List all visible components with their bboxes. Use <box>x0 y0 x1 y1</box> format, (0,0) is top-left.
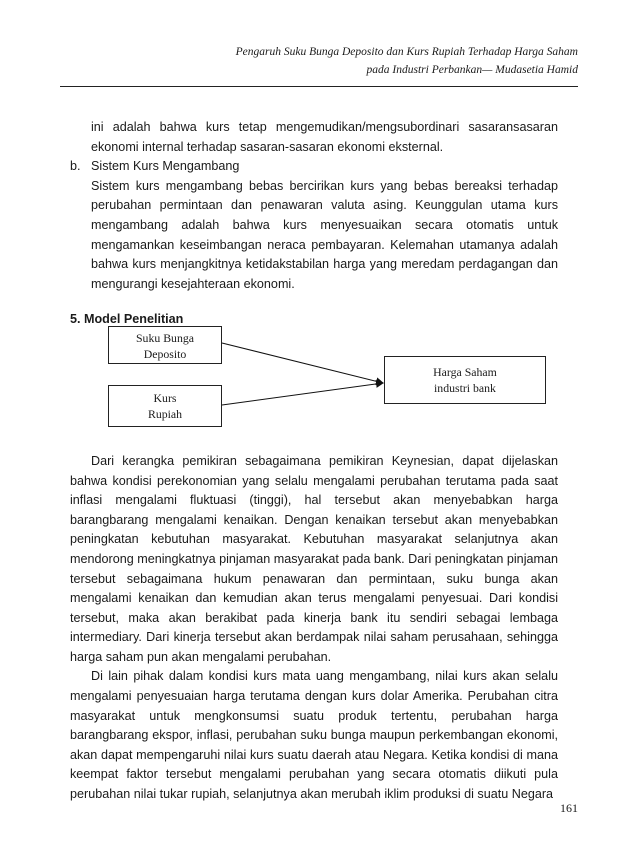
box-kurs-line2: Rupiah <box>147 406 183 421</box>
header-line-1: Pengaruh Suku Bunga Deposito dan Kurs Rupiah Terhadap Harga Saham <box>235 46 578 58</box>
list-item-b-text: Sistem kurs mengambang bebas bercirikan kurs yang bebas bereaksi terhadap perubahan permintaan dan penawaran valuta asing. Keunggulan utama kurs mengambang adalah bahwa kurs menyesuaikan secara otomatis untuk mengamankan keseimbangan neraca pembayaran. Kelemahan utamanya adalah bahwa kurs menjangkitnya ketidakstabilan harga yang meredam perdagangan dan mengurangi kesejahteraan ekonomi. <box>91 178 558 291</box>
box-suku-bunga-deposito <box>108 326 222 364</box>
page-number: 161 <box>560 801 578 815</box>
box-kurs-rupiah <box>108 385 222 427</box>
arrow-suku-bunga <box>222 343 383 383</box>
list-item-b-label: b. <box>70 159 81 174</box>
box-harga-saham-line1: Harga Saham <box>433 364 497 379</box>
box-suku-bunga-line1: Suku Bunga <box>135 330 194 345</box>
section-heading: 5. Model Penelitian <box>70 312 184 327</box>
page-body <box>70 118 558 805</box>
research-model-diagram <box>70 332 558 448</box>
header-rule <box>60 86 578 87</box>
running-header <box>98 43 578 79</box>
arrow-kurs <box>222 383 383 405</box>
intro-continuation: ini adalah bahwa kurs tetap mengemudikan/mengsubordinari sasaransasaran ekonomi internal terhadap sasaran-sasaran ekonomi eksternal. <box>91 120 558 154</box>
box-suku-bunga-line2: Deposito <box>143 346 187 361</box>
box-kurs-line1: Kurs <box>153 390 177 405</box>
paragraph-2: Di lain pihak dalam kondisi kurs mata uang mengambang, nilai kurs akan selalu mengalami penyesuaian harga terutama dengan kurs dolar Amerika. Perubahan citra masyarakat untuk mengkonsumsi suatu produk tertentu, perubahan harga barangbarang ekspor, inflasi, perubahan suku bunga maupun perkembangan ekonomi, akan dapat mempengaruhi nilai kurs suatu daerah atau Negara. Ketika kondisi di mana keempat faktor tersebut mengalami perubahan yang secara otomatis diikuti pula perubahan nilai tukar rupiah, selanjutnya akan merubah iklim produksi di suatu Negara <box>70 669 558 802</box>
box-harga-saham <box>384 356 546 404</box>
list-item-b-title: Sistem Kurs Mengambang <box>91 159 240 174</box>
paragraph-1: Dari kerangka pemikiran sebagaimana pemikiran Keynesian, dapat dijelaskan bahwa kondisi perekonomian yang selalu mengalami perubahan terutama pada saat inflasi mengalami fluktuasi (tinggi), hal tersebut akan menyebabkan harga barangbarang mengalami kenaikan. Dengan kenaikan tersebut akan menyebabkan peningkatan kebutuhan masyarakat. Kebutuhan masyarakat selanjutnya akan mendorong meningkatnya pinjaman masyarakat pada bank. Dari peningkatan pinjaman tersebut sebagaimana hukum penawaran dan permintaan, suku bunga akan mengalami kenaikan dan kemudian akan terus mengalami penyesuai. Dari kondisi tersebut, maka akan berakibat pada kinerja bank itu sendiri sebagai lembaga intermediary. Dari kinerja tersebut akan berdampak nilai saham perusahaan, sehingga harga saham pun akan mengalami perubahan. <box>70 453 558 664</box>
header-line-2: pada Industri Perbankan— Mudasetia Hamid <box>366 64 578 76</box>
box-harga-saham-line2: industri bank <box>434 380 496 395</box>
list-item-b <box>70 157 558 294</box>
